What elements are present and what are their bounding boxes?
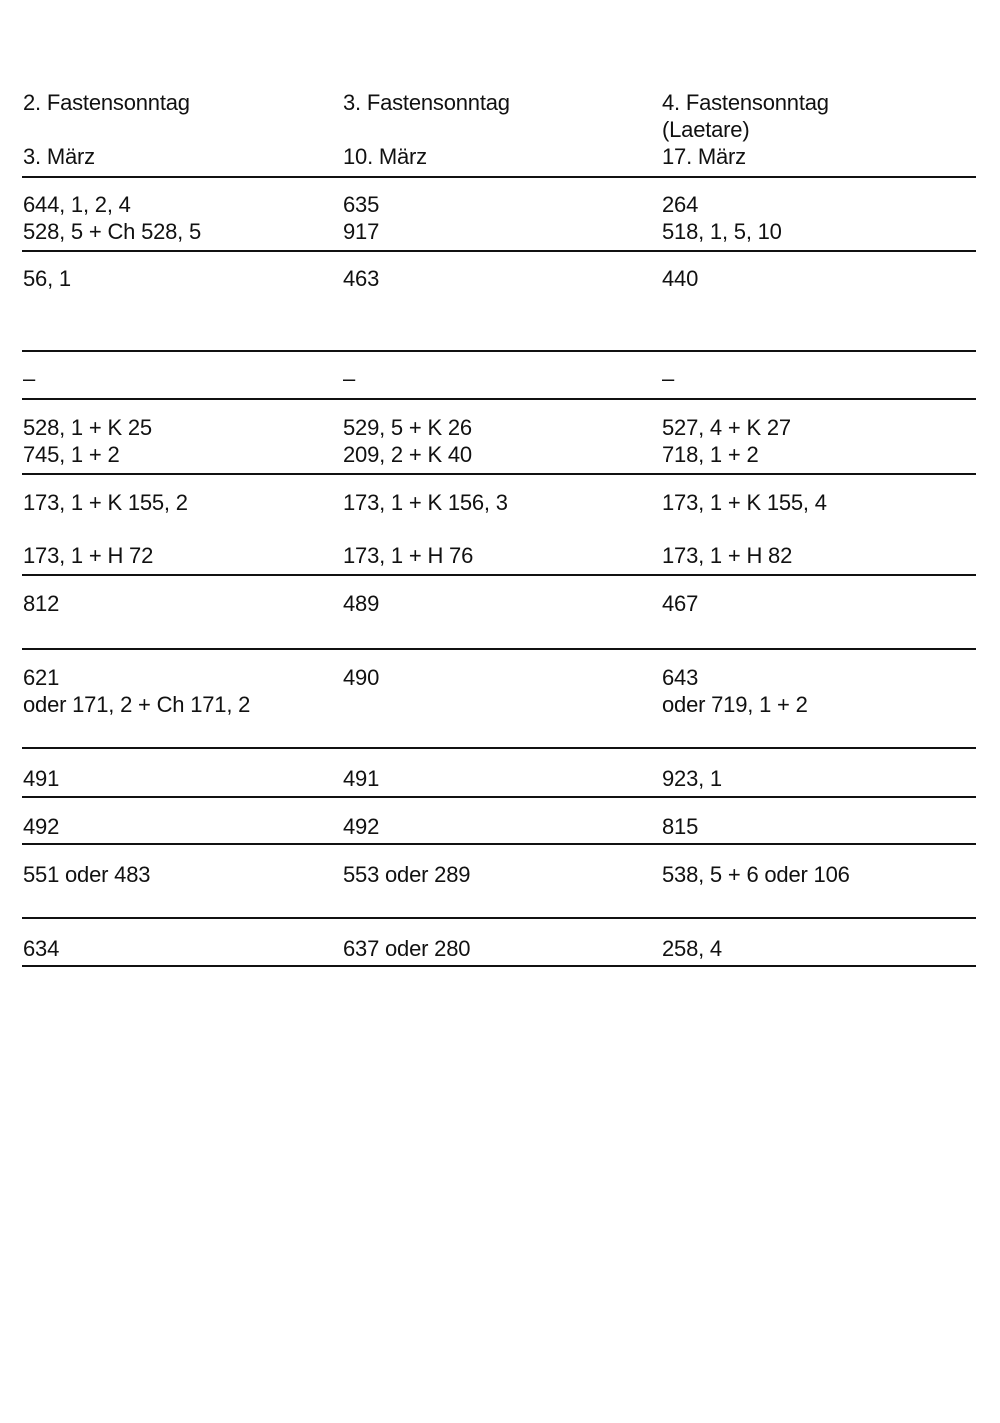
table-cell — [23, 414, 152, 468]
table-cell — [23, 664, 250, 718]
divider — [22, 398, 976, 400]
table-cell: 492 — [343, 814, 380, 839]
cell-line: 209, 2 + K 40 — [343, 442, 472, 467]
table-cell: 489 — [343, 591, 380, 616]
table-cell — [343, 191, 379, 245]
table-cell — [343, 414, 472, 468]
table-cell: 173, 1 + K 155, 4 — [662, 490, 827, 515]
table-cell: 538, 5 + 6 oder 106 — [662, 862, 850, 887]
table-cell — [662, 191, 782, 245]
cell-line: 621 — [23, 665, 60, 690]
table-cell: 467 — [662, 591, 699, 616]
header-date: 17. März — [662, 144, 746, 169]
header-title: 3. Fastensonntag — [343, 90, 510, 115]
table-cell: 553 oder 289 — [343, 862, 471, 887]
header-title: 4. Fastensonntag — [662, 90, 829, 115]
divider — [22, 574, 976, 576]
table-cell: 173, 1 + K 156, 3 — [343, 490, 508, 515]
divider — [22, 843, 976, 845]
cell-line: oder 719, 1 + 2 — [662, 692, 808, 717]
cell-line: 917 — [343, 219, 380, 244]
cell-line: 264 — [662, 192, 699, 217]
cell-line: oder 171, 2 + Ch 171, 2 — [23, 692, 251, 717]
table-cell: 812 — [23, 591, 60, 616]
divider — [22, 350, 976, 352]
table-cell: 923, 1 — [662, 766, 722, 791]
divider — [22, 965, 976, 967]
table-cell: 258, 4 — [662, 936, 722, 961]
table-cell: 173, 1 + K 155, 2 — [23, 490, 188, 515]
table-cell — [662, 414, 791, 468]
cell-line: 527, 4 + K 27 — [662, 415, 791, 440]
divider — [22, 250, 976, 252]
table-cell: 173, 1 + H 76 — [343, 543, 474, 568]
divider — [22, 747, 976, 749]
cell-line: 529, 5 + K 26 — [343, 415, 472, 440]
divider — [22, 796, 976, 798]
table-cell: – — [23, 366, 36, 391]
table-cell: 637 oder 280 — [343, 936, 471, 961]
header-date: 10. März — [343, 144, 427, 169]
header-date: 3. März — [23, 144, 95, 169]
table-cell: 634 — [23, 936, 60, 961]
cell-line: 528, 5 + Ch 528, 5 — [23, 219, 202, 244]
table-cell — [662, 664, 808, 718]
table-cell: – — [343, 366, 356, 391]
table-cell: 491 — [23, 766, 60, 791]
cell-line: 643 — [662, 665, 699, 690]
table-cell: 815 — [662, 814, 699, 839]
cell-line: 745, 1 + 2 — [23, 442, 120, 467]
table-cell: 492 — [23, 814, 60, 839]
header-subtitle: (Laetare) — [662, 117, 750, 142]
table-cell: 490 — [343, 665, 380, 690]
cell-line: 528, 1 + K 25 — [23, 415, 152, 440]
table-cell: 173, 1 + H 72 — [23, 543, 154, 568]
divider — [22, 917, 976, 919]
table-cell: 463 — [343, 266, 380, 291]
table-cell: 56, 1 — [23, 266, 71, 291]
table-cell: 173, 1 + H 82 — [662, 543, 793, 568]
divider — [22, 176, 976, 178]
cell-line: 718, 1 + 2 — [662, 442, 759, 467]
table-cell: 551 oder 483 — [23, 862, 151, 887]
table-cell — [23, 191, 201, 245]
cell-line: 635 — [343, 192, 380, 217]
table-cell: 491 — [343, 766, 380, 791]
table-cell: 440 — [662, 266, 699, 291]
divider — [22, 473, 976, 475]
header-title: 2. Fastensonntag — [23, 90, 190, 115]
cell-line: 644, 1, 2, 4 — [23, 192, 131, 217]
divider — [22, 648, 976, 650]
table-cell: – — [662, 366, 675, 391]
cell-line: 518, 1, 5, 10 — [662, 219, 782, 244]
